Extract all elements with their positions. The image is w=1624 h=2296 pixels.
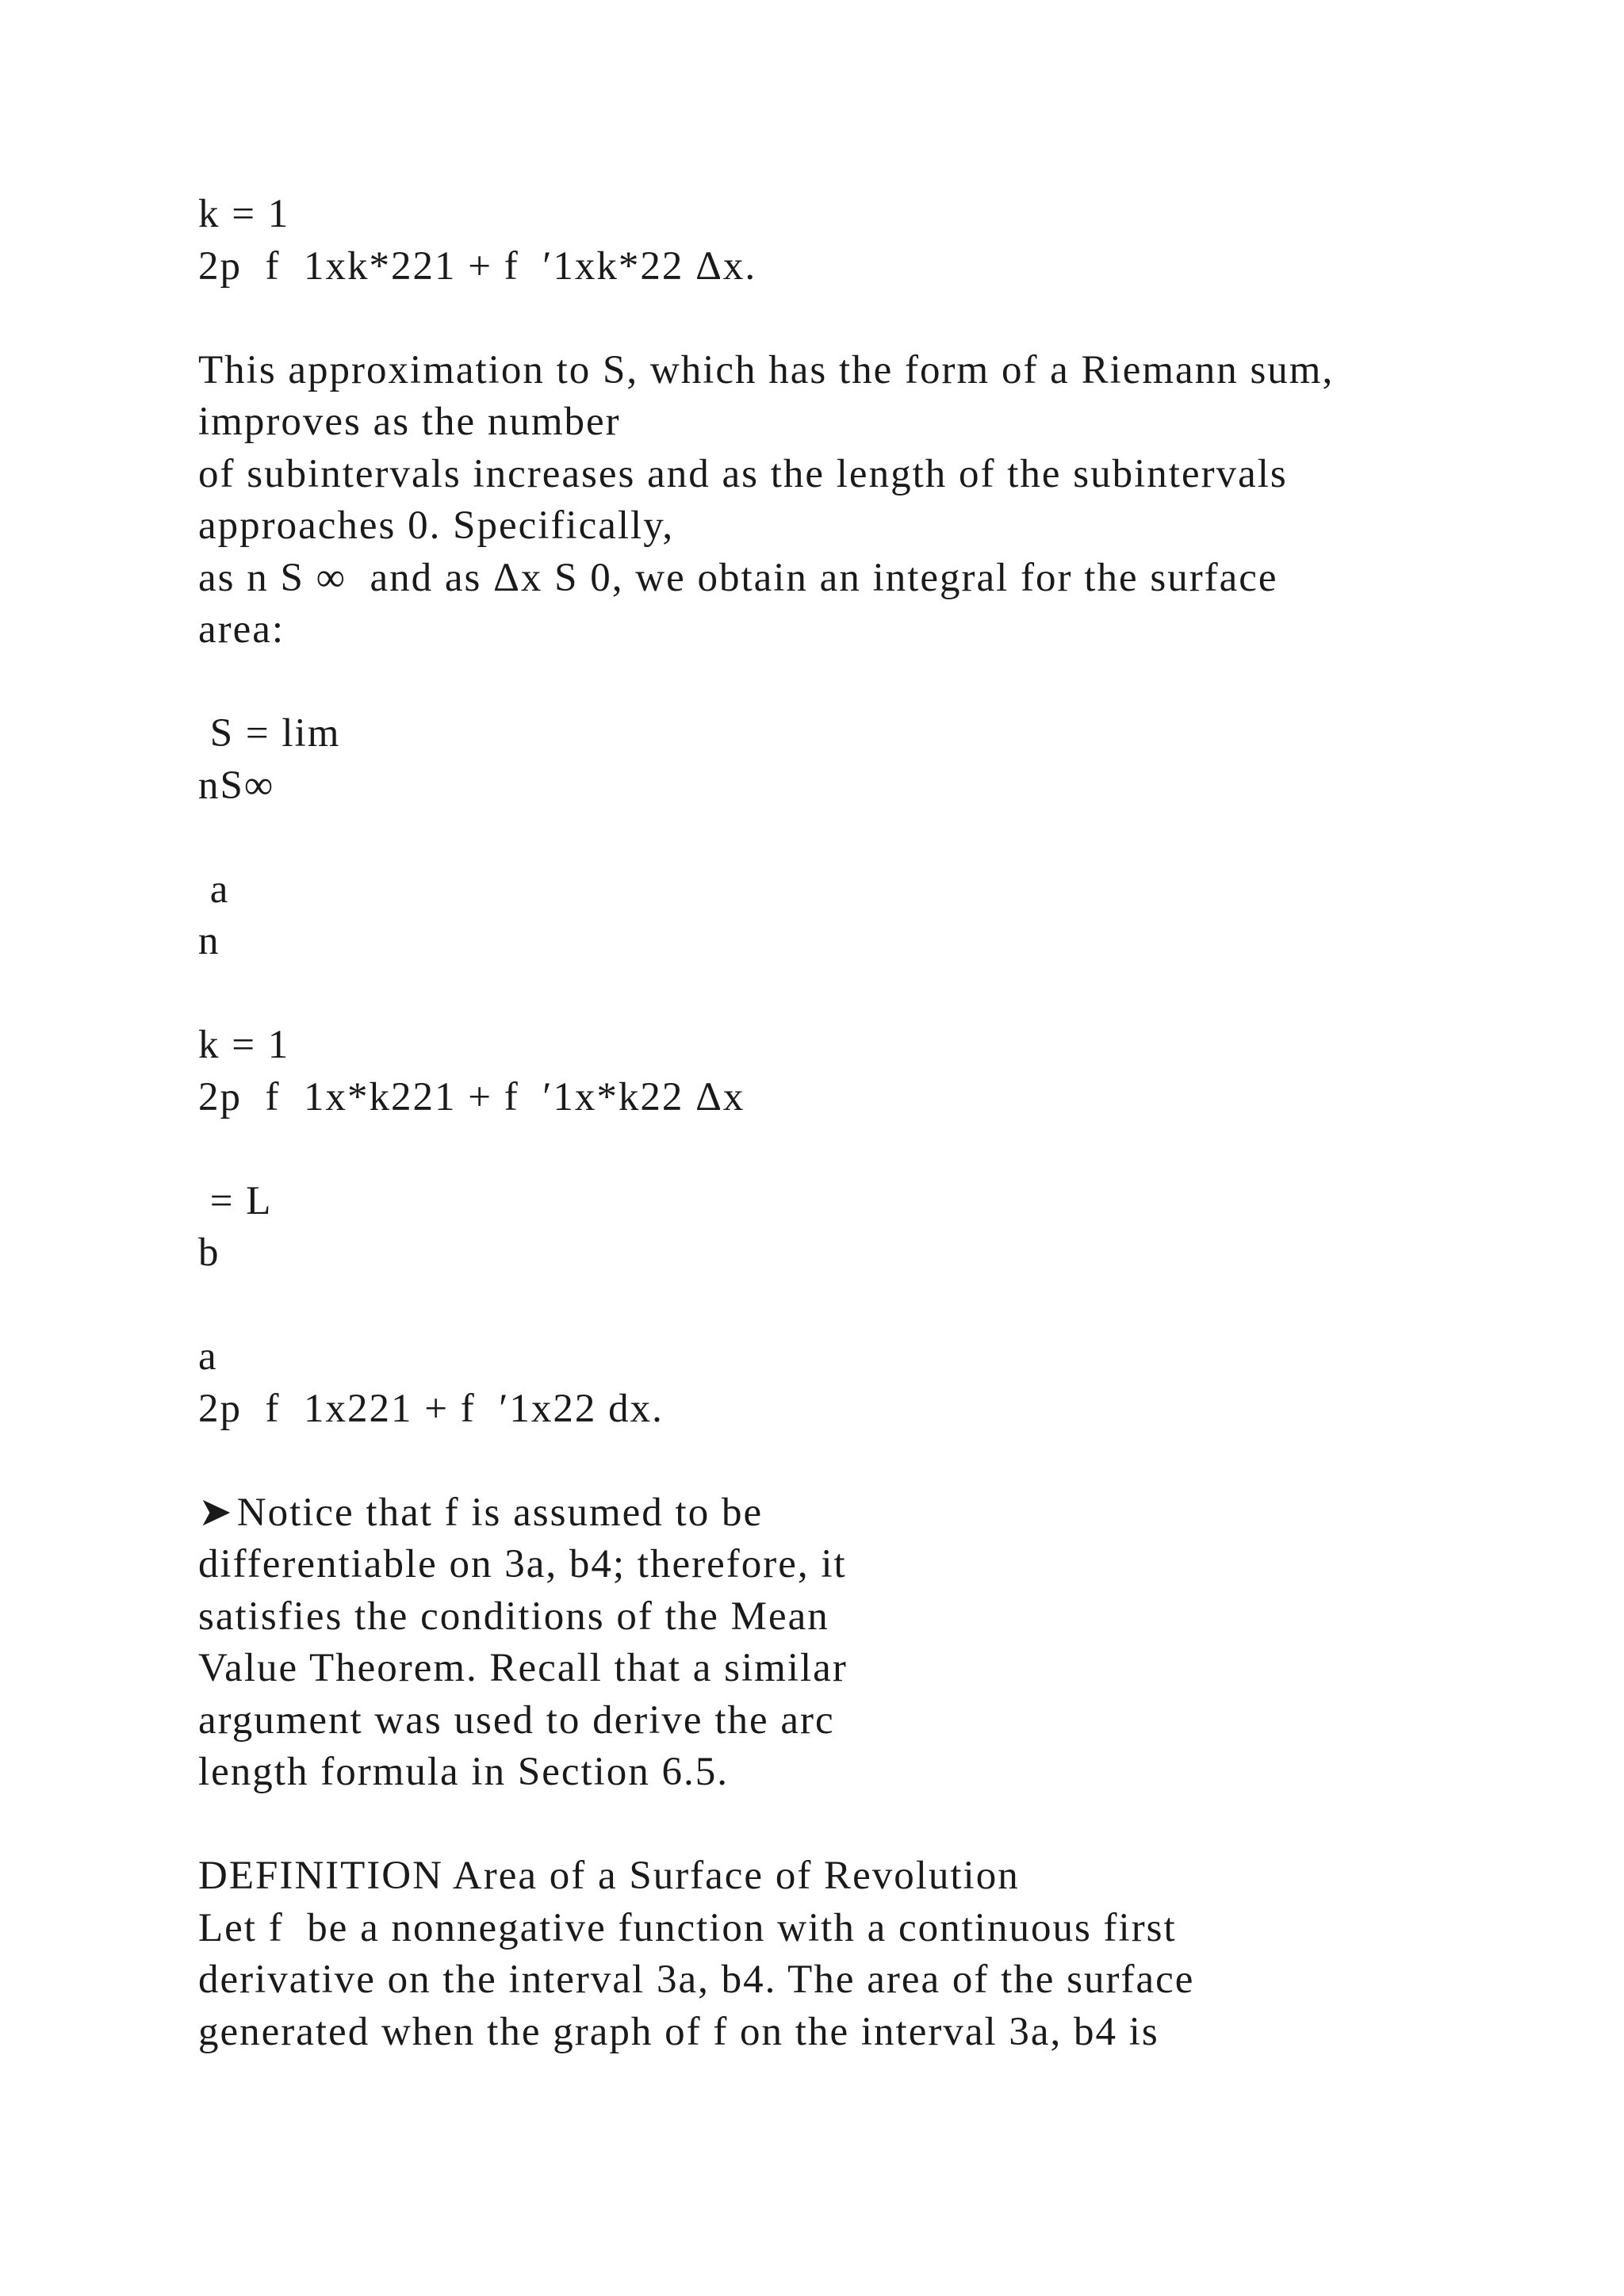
- formula-line: a: [198, 1334, 218, 1379]
- document-page: [198, 189, 1507, 2058]
- arrow-icon: ➤: [198, 1490, 234, 1535]
- note-line: argument was used to derive the arc: [198, 1697, 835, 1743]
- blank-line: [198, 1799, 1507, 1851]
- text-line: of subintervals increases and as the length of the subintervals: [198, 451, 1288, 496]
- note-line: satisfies the conditions of the Mean: [198, 1594, 829, 1639]
- definition-line: derivative on the interval 3a, b4. The area of the surface: [198, 1957, 1195, 2002]
- blank-line: [198, 1123, 1507, 1176]
- text-line: as n S ∞ and as Δx S 0, we obtain an integral for the surface: [198, 555, 1278, 600]
- note-line: Value Theorem. Recall that a similar: [198, 1646, 848, 1690]
- text-line: approaches 0. Specifically,: [198, 503, 675, 548]
- note-line: [198, 1487, 1507, 1540]
- text-line: improves as the number: [198, 400, 621, 444]
- formula-line: a: [198, 867, 230, 912]
- text-line: k = 1: [198, 192, 290, 236]
- formula-line: 2p f 1xk*221 + f ′1xk*22 Δx.: [198, 243, 757, 289]
- formula-line: nS∞: [198, 763, 275, 808]
- blank-line: [198, 656, 1507, 709]
- formula-line: 2p f 1x*k221 + f ′1x*k22 Δx: [198, 1074, 745, 1119]
- note-line: length formula in Section 6.5.: [198, 1750, 730, 1794]
- definition-line: generated when the graph of f on the interval 3a, b4 is: [198, 2009, 1159, 2054]
- blank-line: [198, 1280, 1507, 1332]
- note-text: Notice that f is assumed to be: [236, 1490, 764, 1535]
- formula-line: = L: [198, 1178, 273, 1223]
- definition-heading: DEFINITION Area of a Surface of Revolution: [198, 1854, 1020, 1898]
- formula-line: k = 1: [198, 1023, 290, 1067]
- blank-line: [198, 968, 1507, 1020]
- note-line: differentiable on 3a, b4; therefore, it: [198, 1542, 847, 1586]
- formula-line: 2p f 1x221 + f ′1x22 dx.: [198, 1386, 664, 1431]
- text-line: This approximation to S, which has the form of a Riemann sum,: [198, 347, 1335, 392]
- definition-line: Let f be a nonnegative function with a continuous first: [198, 1905, 1177, 1950]
- text-line: area:: [198, 607, 285, 652]
- blank-line: [198, 1435, 1507, 1487]
- formula-line: n: [198, 919, 220, 963]
- formula-line: S = lim: [198, 711, 341, 756]
- formula-line: b: [198, 1230, 220, 1275]
- blank-line: [198, 812, 1507, 864]
- blank-line: [198, 293, 1507, 345]
